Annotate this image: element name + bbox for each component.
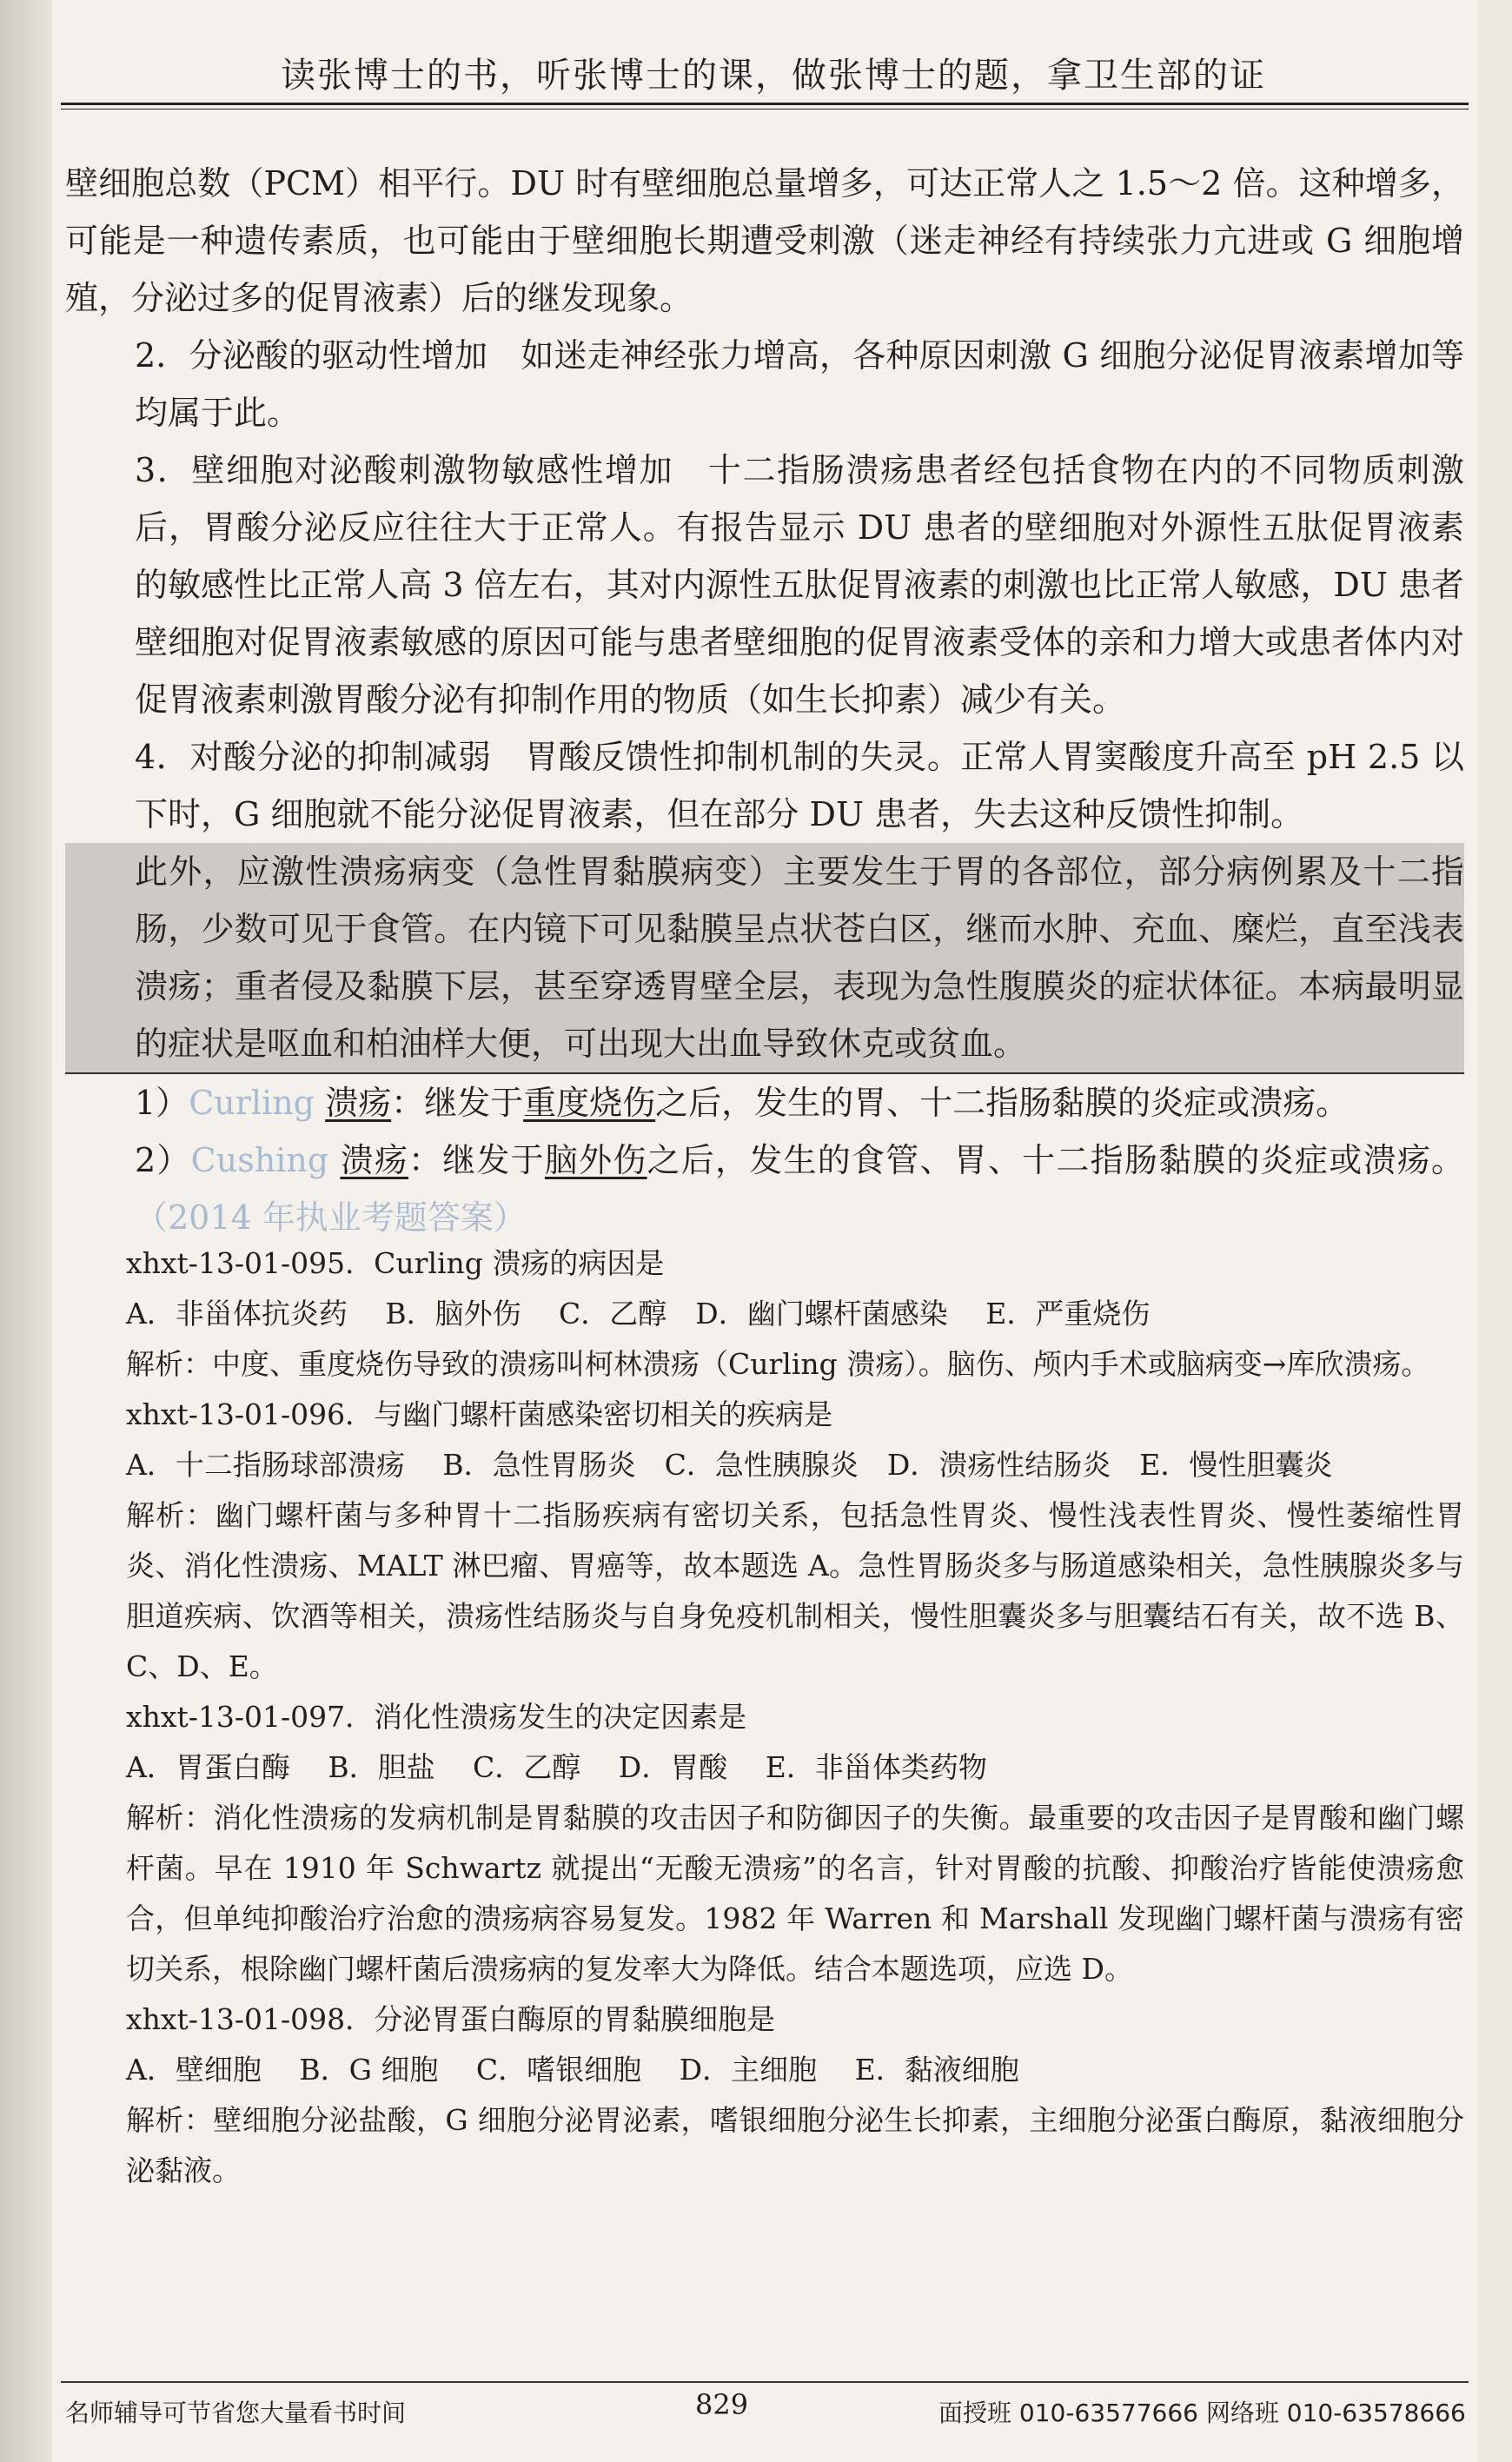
footer-contact: 面授班 010-63577666 网络班 010-63578666 [938, 2399, 1466, 2427]
cause-brain-injury: 脑外伤 [544, 1141, 647, 1179]
text-segment: ：继发于 [391, 1084, 524, 1122]
term-ulcer: 溃疡 [340, 1141, 408, 1179]
paragraph-2: 2．分泌酸的驱动性增加 如迷走神经张力增高，各种原因刺激 G 细胞分泌促胃液素增加等均属于此。 [135, 336, 1464, 432]
term-cushing: Cushing [190, 1141, 329, 1179]
question-stem [65, 1692, 1464, 1742]
running-header: 读张博士的书，听张博士的课，做张博士的题，拿卫生部的证 [281, 56, 1266, 96]
header-rule [61, 103, 1469, 105]
text-segment: 之后，发生的食管、胃、十二指肠黏膜的炎症或溃疡。 [647, 1141, 1464, 1179]
paragraph-1: 壁细胞总数（PCM）相平行。DU 时有壁细胞总量增多，可达正常人之 1.5～2 倍。这种增多，可能是一种遗传素质，也可能由于壁细胞长期遭受刺激（迷走神经有持续张力亢进或 G 细胞增殖，分泌过多的促胃液素）后的继发现象。 [65, 164, 1464, 317]
question-analysis: 解析：幽门螺杆菌与多种胃十二指肠疾病有密切关系，包括急性胃炎、慢性浅表性胃炎、慢性萎缩性胃炎、消化性溃疡、MALT 淋巴瘤、胃癌等，故本题选 A。急性胃肠炎多与肠道感染相关，急性胰腺炎多与胆道疾病、饮酒等相关，溃疡性结肠炎与自身免疫机制相关，慢性胆囊炎多与胆囊结石有关，故不选 B、C、D、E。 [126, 1498, 1464, 1683]
question-options: A．非甾体抗炎药 B．脑外伤 C．乙醇 D．幽门螺杆菌感染 E．严重烧伤 [126, 1297, 1151, 1331]
question-analysis: 解析：壁细胞分泌盐酸，G 细胞分泌胃泌素，嗜银细胞分泌生长抑素，主细胞分泌蛋白酶原，黏液细胞分泌黏液。 [126, 2103, 1464, 2187]
footer-rule [61, 2381, 1469, 2383]
term-curling: Curling [189, 1084, 315, 1122]
text-segment: 之后，发生的胃、十二指肠黏膜的炎症或溃疡。 [655, 1084, 1350, 1122]
question-options: A．十二指肠球部溃疡 B．急性胃肠炎 C．急性胰腺炎 D．溃疡性结肠炎 E．慢性胆囊炎 [126, 1448, 1333, 1482]
question-stem [65, 1238, 1464, 1289]
question-id: xhxt-13-01-098． [126, 2002, 375, 2036]
question-stem [65, 1994, 1464, 2045]
question-098 [65, 1994, 1464, 2196]
question-text: 消化性溃疡发生的决定因素是 [374, 1700, 747, 1734]
question-section [65, 1238, 1464, 2196]
paragraph-3: 3．壁细胞对泌酸刺激物敏感性增加 十二指肠溃疡患者经包括食物在内的不同物质刺激后，胃酸分泌反应往往大于正常人。有报告显示 DU 患者的壁细胞对外源性五肽促胃液素的敏感性比正常人高 3 倍左右，其对内源性五肽促胃液素的刺激也比正常人敏感，DU 患者壁细胞对促胃液素敏感的原因可能与患者壁细胞的促胃液素受体的亲和力增大或患者体内对促胃液素刺激胃酸分泌有抑制作用的物质（如生长抑素）减少有关。 [135, 451, 1464, 719]
question-options: A．胃蛋白酶 B．胆盐 C．乙醇 D．胃酸 E．非甾体类药物 [126, 1750, 987, 1784]
list-number: 2） [135, 1141, 191, 1179]
cause-burn: 重度烧伤 [523, 1084, 656, 1122]
highlighted-paragraph: 此外，应激性溃疡病变（急性胃黏膜病变）主要发生于胃的各部位，部分病例累及十二指肠，少数可见于食管。在内镜下可见黏膜呈点状苍白区，继而水肿、充血、糜烂，直至浅表溃疡；重者侵及黏膜下层，甚至穿透胃壁全层，表现为急性腹膜炎的症状体征。本病最明显的症状是呕血和柏油样大便，可出现大出血导致休克或贫血。 [65, 843, 1464, 1074]
question-text: 分泌胃蛋白酶原的胃黏膜细胞是 [374, 2002, 776, 2036]
question-text: 与幽门螺杆菌感染密切相关的疾病是 [374, 1397, 833, 1431]
page-binding-edge [0, 0, 52, 2462]
list-number: 1） [135, 1084, 189, 1122]
question-096 [65, 1390, 1464, 1692]
main-text [65, 155, 1464, 1246]
question-095 [65, 1238, 1464, 1390]
exam-note: （2014 年执业考题答案） [135, 1198, 527, 1237]
question-id: xhxt-13-01-096． [126, 1397, 375, 1431]
question-097 [65, 1692, 1464, 1994]
page-number: 829 [695, 2388, 749, 2421]
question-id: xhxt-13-01-095． [126, 1246, 375, 1280]
paragraph-4: 4．对酸分泌的抑制减弱 胃酸反馈性抑制机制的失灵。正常人胃窦酸度升高至 pH 2.5 以下时，G 细胞就不能分泌促胃液素，但在部分 DU 患者，失去这种反馈性抑制。 [135, 738, 1464, 833]
footer-slogan: 名师辅导可节省您大量看书时间 [65, 2399, 407, 2427]
question-stem [65, 1390, 1464, 1440]
question-text: Curling 溃疡的病因是 [374, 1246, 665, 1280]
question-analysis: 解析：消化性溃疡的发病机制是胃黏膜的攻击因子和防御因子的失衡。最重要的攻击因子是胃酸和幽门螺杆菌。早在 1910 年 Schwartz 就提出“无酸无溃疡”的名言，针对胃酸的抗酸、抑酸治疗皆能使溃疡愈合，但单纯抑酸治疗治愈的溃疡病容易复发。1982 年 Warren 和 Marshall 发现幽门螺杆菌与溃疡有密切关系，根除幽门螺杆菌后溃疡病的复发率大为降低。结合本题选项，应选 D。 [126, 1801, 1464, 1986]
list-item-curling [65, 1074, 1464, 1131]
term-ulcer: 溃疡 [325, 1084, 392, 1122]
question-id: xhxt-13-01-097． [126, 1700, 375, 1734]
list-item-cushing [65, 1131, 1464, 1246]
question-analysis: 解析：中度、重度烧伤导致的溃疡叫柯林溃疡（Curling 溃疡）。脑伤、颅内手术或脑病变→库欣溃疡。 [126, 1347, 1430, 1381]
question-options: A．壁细胞 B．G 细胞 C．嗜银细胞 D．主细胞 E．黏液细胞 [126, 2053, 1019, 2087]
text-segment: ：继发于 [408, 1141, 545, 1179]
